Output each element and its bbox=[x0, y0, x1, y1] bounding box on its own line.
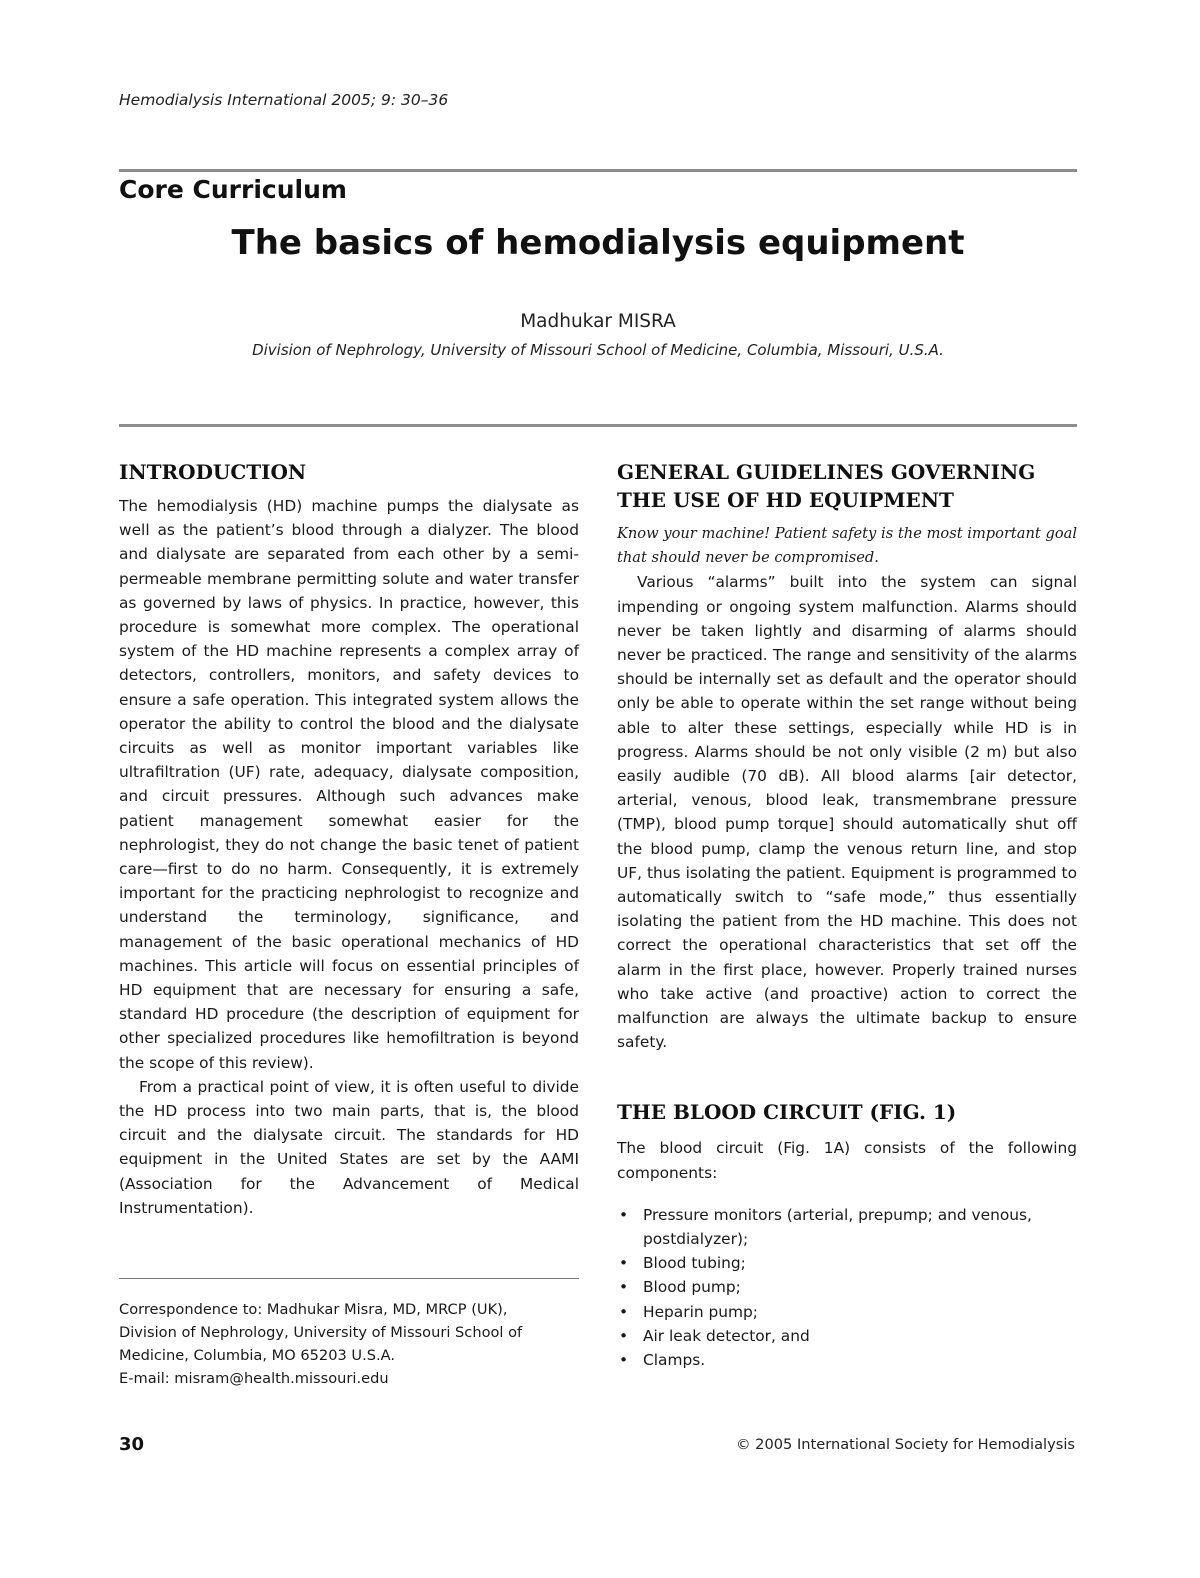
list-item: • Pressure monitors (arterial, prepump; and venous, postdialyzer); bbox=[617, 1203, 1077, 1251]
introduction-heading: INTRODUCTION bbox=[119, 460, 307, 484]
blood-circuit-intro: The blood circuit (Fig. 1A) consists of the following components: bbox=[617, 1139, 1077, 1182]
introduction-paragraph-1: The hemodialysis (HD) machine pumps the dialysate as well as the patient’s blood through a dialyzer. The blood and dialysate are separated from each other by a semi-permeable membrane permitting solute and water transfer as governed by laws of physics. In practice, however, this procedure is somewhat more complex. The operational system of the HD machine represents a complex array of detectors, controllers, monitors, and safety devices to ensure a safe operation. This integrated system allows the operator the ability to control the blood and the dialysate circuits as well as monitor important variables like ultrafiltration (UF) rate, adequacy, dialysate composition, and circuit pressures. Although such advances make patient management somewhat easier for the nephrologist, they do not change the basic tenet of patient care—first to do no harm. Consequently, it is extremely important for the practicing nephrologist to recognize and understand the terminology, significance, and management of the basic operational mechanics of HD machines. This article will focus on essential principles of HD equipment that are necessary for ensuring a safe, standard HD procedure (the description of equipment for other specialized procedures like hemofiltration is beyond the scope of this review). bbox=[119, 497, 579, 1072]
list-item: • Blood pump; bbox=[617, 1275, 1077, 1299]
section-label: Core Curriculum bbox=[119, 175, 347, 204]
header-bottom-rule bbox=[119, 424, 1077, 427]
correspondence-line: Division of Nephrology, University of Missouri School of bbox=[119, 1324, 523, 1341]
header-top-rule bbox=[119, 169, 1077, 172]
list-item: • Clamps. bbox=[617, 1348, 1077, 1372]
list-item: • Air leak detector, and bbox=[617, 1324, 1077, 1348]
correspondence-line: Correspondence to: Madhukar Misra, MD, MRCP (UK), bbox=[119, 1301, 508, 1318]
article-title: The basics of hemodialysis equipment bbox=[231, 223, 965, 263]
guidelines-lede: Know your machine! Patient safety is the most important goal that should never be compromised. bbox=[617, 525, 1077, 567]
footnote-divider bbox=[119, 1278, 579, 1279]
author-affiliation: Division of Nephrology, University of Missouri School of Medicine, Columbia, Missouri, U.S.A. bbox=[252, 341, 944, 359]
copyright-notice: © 2005 International Society for Hemodialysis bbox=[735, 1436, 1075, 1453]
introduction-paragraph-2: From a practical point of view, it is often useful to divide the HD process into two main parts, that is, the blood circuit and the dialysate circuit. The standards for HD equipment in the United States are set by the AAMI (Association for the Advancement of Medical Instrumentation). bbox=[119, 1077, 579, 1217]
blood-circuit-heading: THE BLOOD CIRCUIT (FIG. 1) bbox=[617, 1100, 957, 1125]
guidelines-heading: GENERAL GUIDELINES GOVERNING THE USE OF HD EQUIPMENT bbox=[617, 460, 1036, 512]
page-number: 30 bbox=[119, 1434, 145, 1455]
journal-citation: Hemodialysis International 2005; 9: 30–36 bbox=[119, 91, 449, 109]
author-name: Madhukar MISRA bbox=[520, 311, 676, 332]
correspondence-note bbox=[119, 1298, 589, 1390]
left-column bbox=[119, 458, 579, 1220]
right-column bbox=[617, 458, 1077, 1372]
correspondence-line: Medicine, Columbia, MO 65203 U.S.A. bbox=[119, 1347, 396, 1364]
correspondence-email: E-mail: misram@health.missouri.edu bbox=[119, 1370, 389, 1387]
blood-circuit-components-list bbox=[617, 1203, 1077, 1372]
list-item: • Heparin pump; bbox=[617, 1300, 1077, 1324]
list-item: • Blood tubing; bbox=[617, 1251, 1077, 1275]
guidelines-paragraph: Various “alarms” built into the system can signal impending or ongoing system malfunction. Alarms should never be taken lightly and disarming of alarms should never be practiced. The range and sensitivity of the alarms should be internally set as default and the operator should only be able to operate within the set range without being able to alter these settings, especially while HD is in progress. Alarms should be not only visible (2 m) but also easily audible (70 dB). All blood alarms [air detector, arterial, venous, blood leak, transmembrane pressure (TMP), blood pump torque] should automatically shut off the blood pump, clamp the venous return line, and stop UF, thus isolating the patient. Equipment is programmed to automatically switch to “safe mode,” thus essentially isolating the patient from the HD machine. This does not correct the operational characteristics that set off the alarm in the first place, however. Properly trained nurses who take active (and proactive) action to correct the malfunction are always the ultimate backup to ensure safety. bbox=[617, 573, 1077, 1052]
